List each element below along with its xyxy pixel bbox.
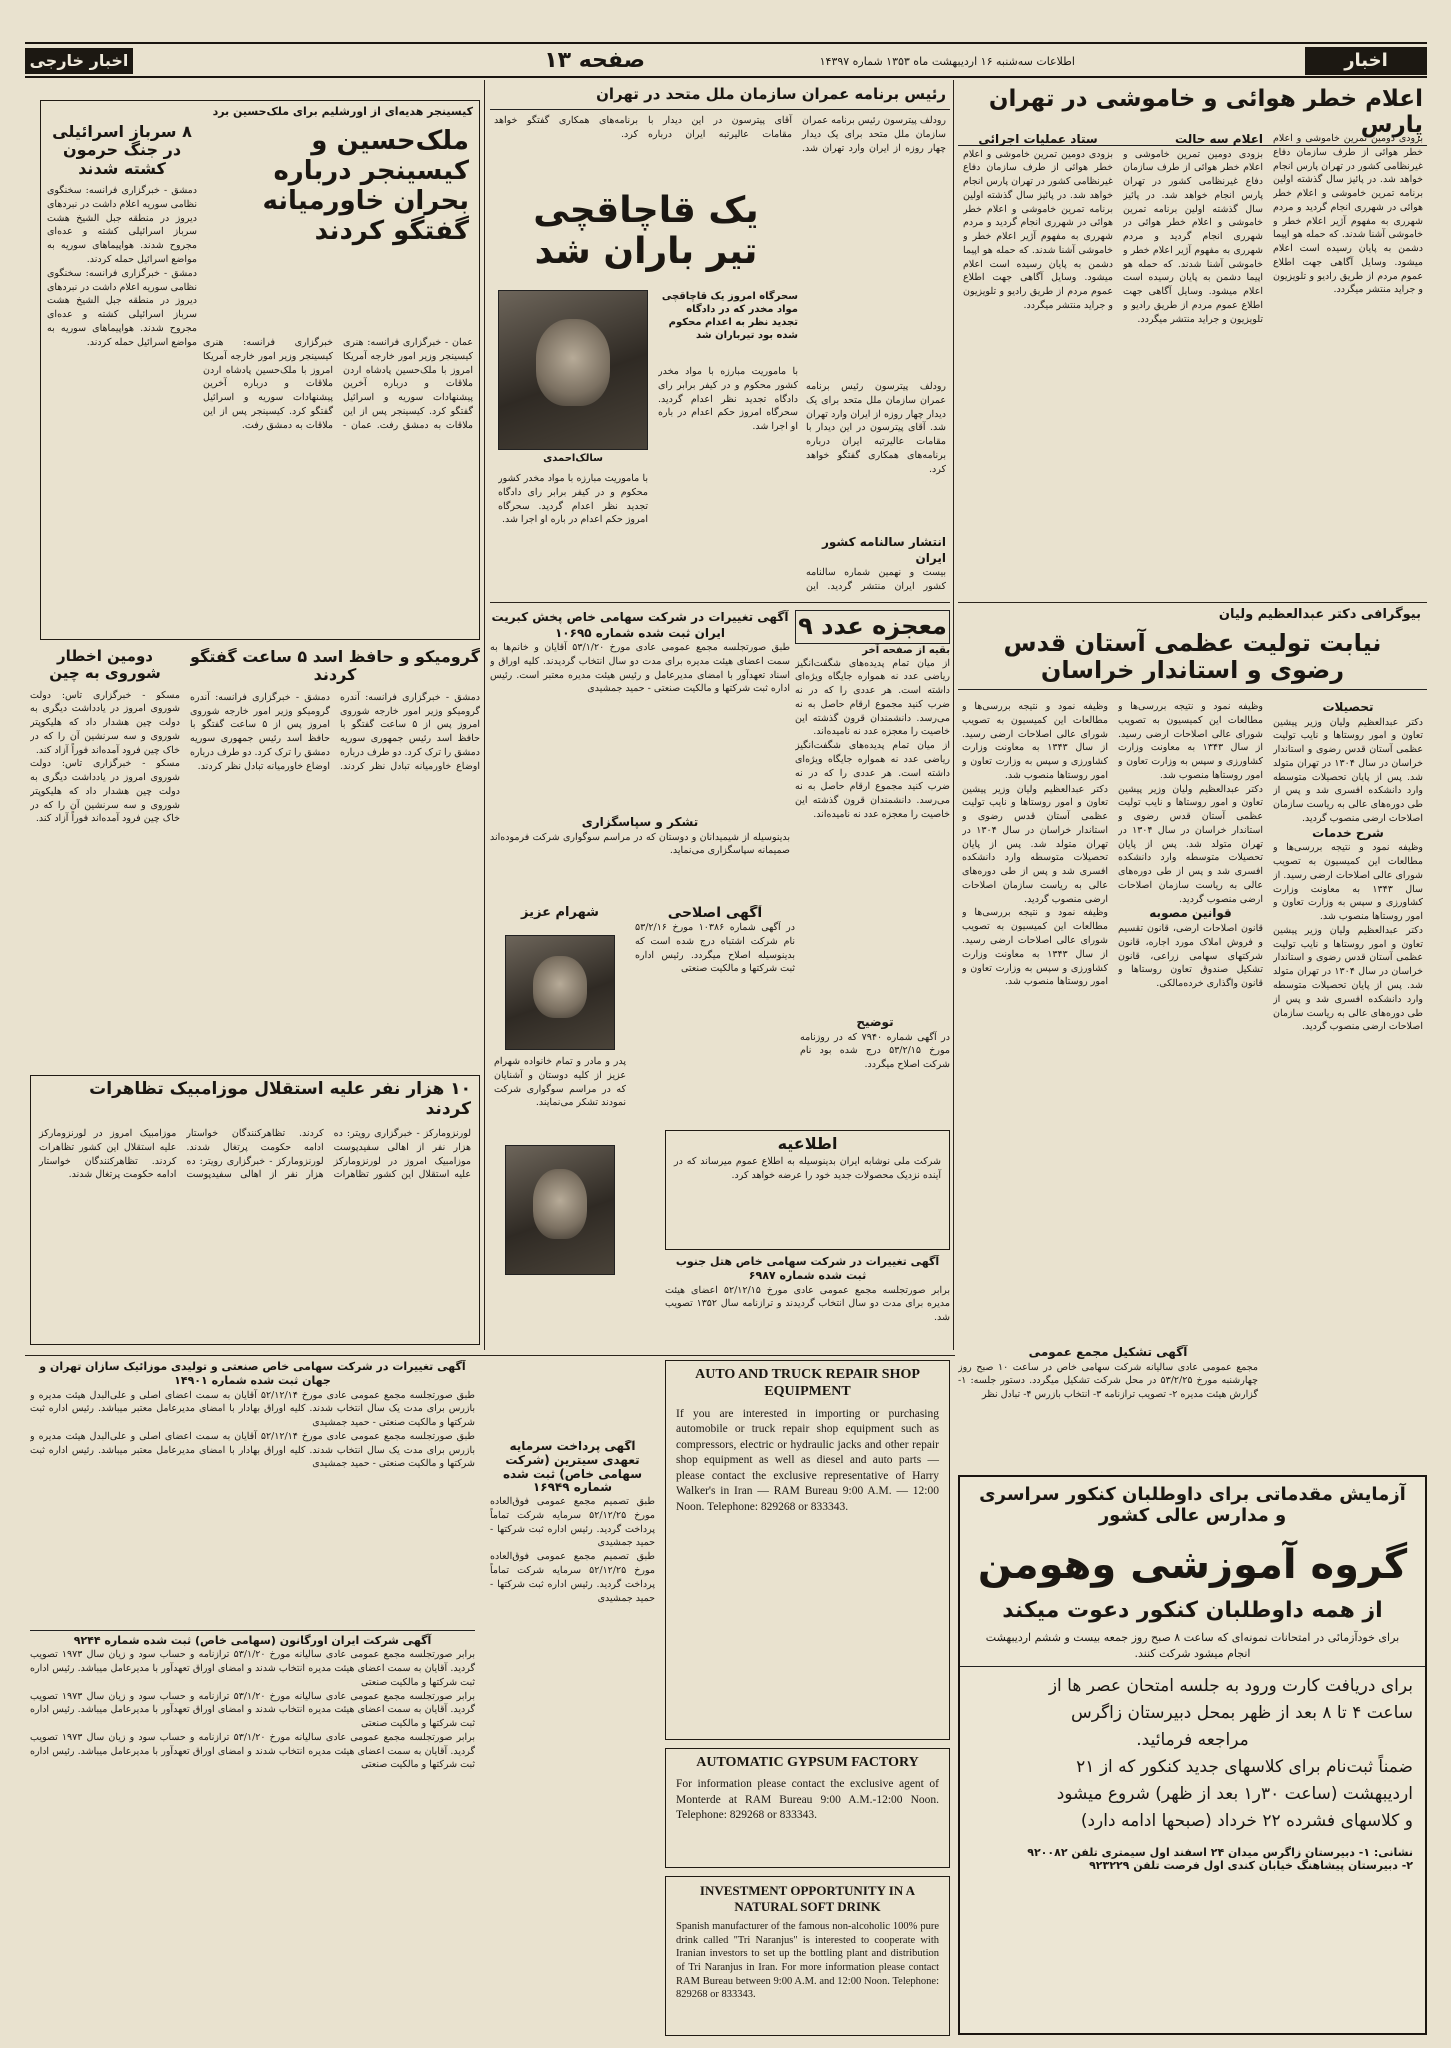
kissinger-kicker: کیسینجر هدیه‌ای از اورشلیم برای ملک‌حسین برد xyxy=(212,105,473,118)
issue-info: اطلاعات سه‌شنبه ۱۶ اردیبهشت ماه ۱۳۵۳ شماره ۱۴۳۹۷ xyxy=(819,55,1075,68)
mozambique-body-text: لورنزومارکز - خبرگزاری رویتر: ده هزار نفر از اهالی سفیدپوست موزامبیک امروز در لورنزومارکز علیه استقلال این کشور تظاهرات کردند. تظاهرکنندگان خواستار ادامه حکومت پرتغال شدند. xyxy=(186,1128,471,1181)
capital-body-2: طبق تصمیم مجمع عمومی فوق‌العاده مورخ ۵۲/۱۲/۲۵ سرمایه شرکت تماماً پرداخت گردید. رئیس اداره ثبت شرکتها - حمید جمشیدی xyxy=(490,1551,655,1604)
un-body-2: رودلف پیترسون رئیس برنامه عمران سازمان ملل متحد برای یک دیدار چهار روزه از ایران وارد تهران شد. آقای پیترسون در این دیدار با مقامات عالیرتبه ایران درباره برنامه‌های همکاری گفتگو خواهد کرد. xyxy=(806,381,946,475)
explain-body: در آگهی شماره ۷۹۴۰ که در روزنامه مورخ ۵۳/۲/۱۵ درج شده بود نام شرکت اصلاح میگردد. xyxy=(800,1031,950,1071)
smuggler-article xyxy=(490,190,802,600)
smuggler-lead: سحرگاه امروز یک قاچاقچی مواد مخدر که در دادگاه تجدید نظر به اعدام محکوم شده بود تیرباران شد xyxy=(661,291,798,341)
miracle-article xyxy=(795,610,950,1010)
kissinger-article xyxy=(40,100,480,640)
masthead xyxy=(25,42,1427,78)
golan-article xyxy=(47,123,197,633)
miracle-subtitle: بقیه از صفحه آخر xyxy=(862,644,950,656)
invest-ad xyxy=(665,1876,950,2036)
biography-article xyxy=(958,605,1427,1350)
soviet-china-article xyxy=(30,648,180,1068)
explain-notice xyxy=(800,1015,950,1125)
exam-ad xyxy=(958,1475,1427,2035)
alert-col3-text: بزودی دومین تمرین خاموشی و اعلام خطر هوائی از طرف سازمان دفاع غیرنظامی کشور در تهران پارس انجام خواهد شد. در پائیز سال گذشته اولین برنامه تمرین خاموشی و اعلام خطر هوائی در شهرری انجام گردید و مردم شهرری به مفهوم آژیر اعلام خطر و خاموشی آشنا شدند. که حمله هو اپیما دشمن به پایان رسیده است اعلام میشود. وسایل آگاهی جهت اطلاع عموم مردم از طریق رادیو و تلویزیون و جراید منتشر میگردد. xyxy=(963,148,1113,312)
mozambique-body xyxy=(31,1123,479,1331)
thanks-body: بدینوسیله از شیمیدانان و دوستان که در مراسم سوگواری شرکت فرموده‌اند صمیمانه سپاسگزاری می‌نماید. xyxy=(490,831,790,857)
factory-body-2: طبق صورتجلسه مجمع عمومی عادی مورخ ۵۲/۱۲/۱۴ آقایان به سمت اعضای اصلی و علی‌البدل هیئت مدیره و بازرس برای مدت یک سال انتخاب شدند. کلیه اوراق بهادار با امضای مدیرعامل معتبر میباشد. رئیس اداره ثبت شرکتها و مالکیت صنعتی - حمید جمشیدی xyxy=(30,1430,475,1470)
kissinger-body xyxy=(203,336,473,636)
thanks-notice xyxy=(490,815,790,895)
thanks-title: تشکر و سپاسگزاری xyxy=(581,815,699,829)
alert-bottom-rule xyxy=(958,602,1427,603)
golan-body: دمشق - خبرگزاری فرانسه: سخنگوی نظامی سوریه اعلام داشت در نبردهای دیروز در منطقه جبل الشیخ هشت سرباز اسرائیلی کشته و عده‌ای مجروح شدند. هواپیماهای سوریه به مواضع اسرائیل حمله کردند. xyxy=(47,185,197,265)
biography-body-c: دکتر عبدالعظیم ولیان وزیر پیشین تعاون و امور روستاها و نایب تولیت عظمی آستان قدس رضوی و استاندار خراسان در سال ۱۳۰۴ در تهران متولد شد. پس از پایان تحصیلات متوسطه وارد دانشکده افسری شد و پس از طی دوره‌های عالی به ریاست سازمان اصلاحات ارضی منصوب گردید. xyxy=(1273,924,1423,1033)
biography-subhead-2: شرح خدمات xyxy=(1312,825,1384,840)
urgan-body-3: برابر صورتجلسه مجمع عمومی عادی سالیانه مورخ ۵۳/۱/۲۰ ترازنامه و حساب سود و زیان سال ۱۹۷۳ تصویب گردید. آقایان به سمت اعضای هیئت مدیره انتخاب شدند و امضای اوراق تعهدآور با مدیرعامل میباشد. رئیس اداره ثبت شرکتها و مالکیت صنعتی xyxy=(30,1731,475,1771)
alert-subhead-1: اعلام سه حالت xyxy=(1174,132,1263,146)
exam-address-1: نشانی: ۱- دبیرستان زاگرس میدان ۲۴ اسفند اول سیمتری تلفن ۹۲۰۰۸۲ xyxy=(1027,1845,1413,1859)
mozambique-headline: ۱۰ هزار نفر علیه استقلال موزامبیک تظاهرات کردند xyxy=(89,1079,471,1119)
exam-line-3: مراجعه فرمائید. xyxy=(1136,1729,1249,1750)
urgan-title: آگهی شرکت ایران اورگانون (سهامی خاص) ثبت شده شماره ۹۲۴۴ xyxy=(73,1634,432,1647)
assembly-notice xyxy=(958,1345,1258,1465)
alert-subhead-2: ستاد عملیات اجرائی xyxy=(978,132,1098,146)
correction-body: در آگهی شماره ۱۰۳۸۶ مورخ ۵۳/۲/۱۶ نام شرکت اشتباه درج شده است که بدینوسیله اصلاح میگردد. رئیس اداره ثبت شرکتها و مالکیت صنعتی xyxy=(635,922,795,975)
gromyko-body-text-2: دمشق - خبرگزاری فرانسه: آندره گرومیکو وزیر امور خارجه شوروی امروز پس از ۵ ساعت گفتگو با حافظ اسد رئیس جمهوری سوریه دمشق را ترک کرد. دو طرف درباره اوضاع خاورمیانه تبادل نظر کردند. xyxy=(190,691,330,772)
capital-notice xyxy=(490,1440,655,2035)
miracle-body: از میان تمام پدیده‌های شگفت‌انگیز ریاضی عدد نه همواره جایگاه ویژه‌ای داشته است. هر عددی را که در نه ضرب کنید مجموع ارقام حاصل به نه می‌رسد. دانشمندان قرون گذشته این خاصیت را معجزه عدد نه نامیده‌اند. xyxy=(795,657,950,738)
exam-line-5: اردیبهشت (ساعت ۳۰ر۱ بعد از ظهر) شروع میشود xyxy=(1056,1784,1413,1805)
exam-invite: از همه داوطلبان کنکور دعوت میکند xyxy=(1002,1598,1383,1624)
tehran-change-body: برابر صورتجلسه مجمع عمومی عادی مورخ ۵۲/۱۲/۱۵ اعضای هیئت مدیره برای مدت دو سال انتخاب گردیدند و ترازنامه سال ۱۳۵۲ تصویب شد. xyxy=(665,1284,950,1324)
exam-kicker: آزمایش مقدماتی برای داوطلبان کنکور سراسری و مدارس عالی کشور xyxy=(979,1484,1406,1526)
column-rule-b xyxy=(953,80,954,1350)
smuggler-headline-1: یک قاچاقچی xyxy=(533,190,759,231)
exam-line-1: برای دریافت کارت ورود به جلسه امتحان عصر ها از xyxy=(1048,1675,1413,1696)
biography-col2 xyxy=(1118,700,1263,1345)
smuggler-caption: سالک‌احمدی xyxy=(543,453,603,464)
golan-headline: ۸ سرباز اسرائیلی در جنگ حرمون کشته شدند xyxy=(52,123,192,178)
un-body: رودلف پیترسون رئیس برنامه عمران سازمان ملل متحد برای یک دیدار چهار روزه از ایران وارد تهران شد. آقای پیترسون در این دیدار با مقامات عالیرتبه ایران درباره برنامه‌های همکاری گفتگو خواهد کرد. xyxy=(494,115,946,154)
biography-body-3: وظیفه نمود و نتیجه بررسی‌ها و مطالعات این کمیسیون به تصویب شورای عالی اصلاحات ارضی رسید. از سال ۱۳۴۳ به معاونت وزارت کشاورزی و سپس به وزارت تعاون و امور روستاها منصوب شد. xyxy=(962,701,1108,781)
un-sub-block xyxy=(806,535,946,595)
assembly-title: آگهی تشکیل مجمع عمومی xyxy=(1028,1345,1188,1359)
un-subhead: انتشار سالنامه کشور ایران xyxy=(821,535,946,565)
assembly-body: مجمع عمومی عادی سالیانه شرکت سهامی خاص در ساعت ۱۰ صبح روز چهارشنبه مورخ ۵۳/۲/۲۵ در محل شرکت تشکیل میگردد. دستور جلسه: ۱- گزارش هیئت مدیره ۲- تصویب ترازنامه ۳- انتخاب بازرس ۴- تبادل نظر xyxy=(958,1361,1258,1401)
exam-brand: گروه آموزشی وهومن xyxy=(977,1542,1408,1589)
alert-article xyxy=(958,80,1427,600)
capital-body: طبق تصمیم مجمع عمومی فوق‌العاده مورخ ۵۲/۱۲/۲۵ سرمایه شرکت تماماً پرداخت گردید. رئیس اداره ثبت شرکتها - حمید جمشیدی xyxy=(490,1496,655,1549)
memorial-block xyxy=(490,905,630,1325)
gypsum-ad xyxy=(665,1748,950,1868)
gromyko-article xyxy=(190,648,480,1068)
un-headline: رئیس برنامه عمران سازمان ملل متحد در تهران xyxy=(490,80,950,110)
factory-title: آگهی تغییرات در شرکت سهامی خاص صنعتی و تولیدی موزائیک سازان تهران و جهان ثبت شده شماره ۱۴۹۰۱ xyxy=(39,1360,466,1388)
biography-body-2: وظیفه نمود و نتیجه بررسی‌ها و مطالعات این کمیسیون به تصویب شورای عالی اصلاحات ارضی رسید. از سال ۱۳۴۳ به معاونت وزارت کشاورزی و سپس به وزارت تعاون و امور روستاها منصوب شد. xyxy=(1118,701,1263,781)
urgan-body: برابر صورتجلسه مجمع عمومی عادی سالیانه مورخ ۵۳/۱/۲۰ ترازنامه و حساب سود و زیان سال ۱۹۷۳ تصویب گردید. آقایان به سمت اعضای هیئت مدیره انتخاب شدند و امضای اوراق تعهدآور با مدیرعامل میباشد. رئیس اداره ثبت شرکتها و مالکیت صنعتی xyxy=(30,1649,475,1688)
smuggler-headline-2: تیر باران شد xyxy=(534,231,758,273)
invest-ad-body: Spanish manufacturer of the famous non-alcoholic 100% pure drink called "Tri Naranjus" is interested to cooperate with Iranian investors to set up the bottling plant and distribution of Tri Naranjus in Iran. For more information please contact RAM Bureau between 9:00 A.M. and 12:00 Noon. Telephone: 829268 or 833343. xyxy=(676,1921,939,2001)
miracle-body-2: از میان تمام پدیده‌های شگفت‌انگیز ریاضی عدد نه همواره جایگاه ویژه‌ای داشته است. هر عددی را که در نه ضرب کنید مجموع ارقام حاصل به نه می‌رسد. دانشمندان قرون گذشته این خاصیت را معجزه عدد نه نامیده‌اند. xyxy=(795,740,950,821)
exam-note: برای خودآزمائی در امتحانات نمونه‌ای که ساعت ۸ صبح روز جمعه بیست و ششم اردیبهشت انجام میشود شرکت کنند. xyxy=(960,1626,1425,1667)
golan-body-2: دمشق - خبرگزاری فرانسه: سخنگوی نظامی سوریه اعلام داشت در نبردهای دیروز در منطقه جبل الشیخ هشت سرباز اسرائیلی کشته و عده‌ای مجروح شدند. هواپیماهای سوریه به مواضع اسرائیل حمله کردند. xyxy=(47,267,197,348)
gromyko-headline: گرومیکو و حافظ اسد ۵ ساعت گفتگو کردند xyxy=(190,648,480,685)
memorial-photo-2 xyxy=(505,1145,615,1275)
memorial-name: شهرام عزیز xyxy=(521,905,599,920)
mozambique-body-text-2: لورنزومارکز - خبرگزاری رویتر: ده هزار نفر از اهالی سفیدپوست موزامبیک امروز در لورنزومارکز علیه استقلال این کشور تظاهرات کردند. تظاهرکنندگان خواستار ادامه حکومت پرتغال شدند. xyxy=(39,1128,324,1181)
factory-notice xyxy=(30,1360,475,1625)
smuggler-photo xyxy=(498,290,648,450)
tehran-change-notice xyxy=(665,1255,950,1350)
soviet-china-body-2: مسکو - خبرگزاری تاس: دولت شوروی امروز در یادداشت دیگری به دولت چین هشدار داد که هلیکوپتر شوروی و سه سرنشین آن را که در خاک چین فرود آمده‌اند فوراً آزاد کند. xyxy=(30,758,180,825)
biography-col1 xyxy=(1273,700,1423,1345)
urgan-body-2: برابر صورتجلسه مجمع عمومی عادی سالیانه مورخ ۵۳/۱/۲۰ ترازنامه و حساب سود و زیان سال ۱۹۷۳ تصویب گردید. آقایان به سمت اعضای هیئت مدیره انتخاب شدند و امضای اوراق تعهدآور با مدیرعامل میباشد. رئیس اداره ثبت شرکتها و مالکیت صنعتی xyxy=(30,1690,475,1730)
correction-title: آگهی اصلاحی xyxy=(667,905,763,921)
explain-title: توضیح xyxy=(856,1015,894,1029)
laws-body: قانون اصلاحات ارضی، قانون تقسیم و فروش املاک مورد اجاره، قانون شرکتهای سهامی زراعی، قانون تشکیل صندوق تعاون روستاها و قانون واگذاری خرده‌مالکی. xyxy=(1118,923,1263,990)
correction-notice xyxy=(635,905,795,1125)
smuggler-body: با ماموریت مبارزه با مواد مخدر کشور محکوم و در کیفر برابر رای دادگاه تجدید نظر اعدام گردید. سحرگاه امروز حکم اعدام در باره او اجرا شد. xyxy=(658,366,798,433)
biography-body-b: وظیفه نمود و نتیجه بررسی‌ها و مطالعات این کمیسیون به تصویب شورای عالی اصلاحات ارضی رسید. از سال ۱۳۴۳ به معاونت وزارت کشاورزی و سپس به وزارت تعاون و امور روستاها منصوب شد. xyxy=(1273,842,1423,923)
gromyko-body-text: دمشق - خبرگزاری فرانسه: آندره گرومیکو وزیر امور خارجه شوروی امروز پس از ۵ ساعت گفتگو با حافظ اسد رئیس جمهوری سوریه دمشق را ترک کرد. دو طرف درباره اوضاع خاورمیانه تبادل نظر کردند. xyxy=(340,691,480,772)
alert-col2 xyxy=(1123,132,1263,592)
center-rule-1 xyxy=(490,602,950,603)
gypsum-ad-body: For information please contact the exclusive agent of Monterde at RAM Bureau 9:00 A.M.-12:00 Noon. Telephone: 829268 or 833343. xyxy=(676,1778,939,1822)
un-sub-body: بیست و نهمین شماره سالنامه کشور ایران منتشر گردید. این xyxy=(806,567,946,592)
biography-body-2b: دکتر عبدالعظیم ولیان وزیر پیشین تعاون و امور روستاها و نایب تولیت عظمی آستان قدس رضوی و استاندار خراسان در سال ۱۳۰۴ در تهران متولد شد. پس از پایان تحصیلات متوسطه وارد دانشکده افسری شد و پس از طی دوره‌های عالی به ریاست سازمان اصلاحات ارضی منصوب گردید. xyxy=(1118,783,1263,905)
capital-title: آگهی پرداخت سرمایه تعهدی سیترین (شرکت سهامی خاص) ثبت شده شماره ۱۶۹۴۹ xyxy=(502,1440,643,1495)
auto-ad-body: If you are interested in importing or purchasing automobile or truck repair shop equipment such as compressors, electric or hydraulic jacks and other repair shop equipment as well as diesel and auto parts — please contact the exclusive representative of Harry Walker's in Iran — RAM Bureau 9:00 A.M. — 12:00 Noon. Telephone: 829268 or 833343. xyxy=(676,1407,939,1513)
auto-ad-title: AUTO AND TRUCK REPAIR SHOP EQUIPMENT xyxy=(695,1367,920,1399)
exam-line-4: ضمناً ثبت‌نام برای کلاسهای جدید کنکور که از ۲۱ xyxy=(1076,1757,1413,1778)
miracle-headline: معجزه عدد ۹ xyxy=(795,610,950,644)
biography-body: دکتر عبدالعظیم ولیان وزیر پیشین تعاون و امور روستاها و نایب تولیت عظمی آستان قدس رضوی و استاندار خراسان در سال ۱۳۰۴ در تهران متولد شد. پس از پایان تحصیلات متوسطه وارد دانشکده افسری شد و پس از طی دوره‌های عالی به ریاست سازمان اصلاحات ارضی منصوب گردید. xyxy=(1273,716,1423,824)
laws-title: قوانین مصوبه xyxy=(1149,906,1232,921)
alert-headline: اعلام خطر هوائی و خاموشی در تهران پارس xyxy=(958,80,1427,146)
page-number: صفحه ۱۳ xyxy=(544,48,645,73)
company-change-title: آگهی تغییرات در شرکت سهامی خاص پخش کبریت ایران ثبت شده شماره ۱۰۶۹۵ xyxy=(491,610,789,640)
factory-body: طبق صورتجلسه مجمع عمومی عادی مورخ ۵۲/۱۲/۱۴ آقایان به سمت اعضای اصلی و علی‌البدل هیئت مدیره و بازرس برای مدت یک سال انتخاب شدند. کلیه اوراق بهادار با امضای مدیرعامل معتبر میباشد. رئیس اداره ثبت شرکتها و مالکیت صنعتی - حمید جمشیدی xyxy=(30,1389,475,1429)
announce-body: شرکت ملی نوشابه ایران بدینوسیله به اطلاع عموم میرساند که در آینده نزدیک محصولات جدید خود را عرضه خواهد کرد. xyxy=(674,1156,941,1182)
company-change-notice xyxy=(490,610,790,810)
kissinger-body-text-2: عمان - خبرگزاری فرانسه: هنری کیسینجر وزیر امور خارجه آمریکا امروز با ملک‌حسین پادشاه اردن ملاقات و درباره آخرین پیشنهادات سوریه و اسرائیل گفتگو کرد. کیسینجر پس از این ملاقات به دمشق رفت. xyxy=(203,337,372,431)
biography-kicker: بیوگرافی دکتر عبدالعظیم ولیان xyxy=(1218,607,1421,622)
right-section-label: اخبار xyxy=(1305,47,1427,75)
biography-subhead-1: تحصیلات xyxy=(1322,700,1374,714)
announce-notice xyxy=(665,1130,950,1250)
biography-body-3b: دکتر عبدالعظیم ولیان وزیر پیشین تعاون و امور روستاها و نایب تولیت عظمی آستان قدس رضوی و استاندار خراسان در سال ۱۳۰۴ در تهران متولد شد. پس از پایان تحصیلات متوسطه وارد دانشکده افسری شد و پس از طی دوره‌های عالی به ریاست سازمان اصلاحات ارضی منصوب گردید. xyxy=(962,783,1108,905)
gromyko-body xyxy=(190,691,480,1051)
biography-body-3c: وظیفه نمود و نتیجه بررسی‌ها و مطالعات این کمیسیون به تصویب شورای عالی اصلاحات ارضی رسید. از سال ۱۳۴۳ به معاونت وزارت کشاورزی و سپس به وزارت تعاون و امور روستاها منصوب شد. xyxy=(962,907,1108,988)
kissinger-body-text: عمان - خبرگزاری فرانسه: هنری کیسینجر وزیر امور خارجه آمریکا امروز با ملک‌حسین پادشاه اردن ملاقات و درباره آخرین پیشنهادات سوریه و اسرائیل گفتگو کرد. کیسینجر پس از این ملاقات به دمشق رفت. xyxy=(343,337,473,431)
biography-col3 xyxy=(962,700,1108,1345)
auto-ad xyxy=(665,1360,950,1740)
mozambique-article xyxy=(30,1075,480,1345)
soviet-china-body: مسکو - خبرگزاری تاس: دولت شوروی امروز در یادداشت دیگری به دولت چین هشدار داد که هلیکوپتر شوروی و سه سرنشین آن را که در خاک چین فرود آمده‌اند فوراً آزاد کند. xyxy=(30,689,180,756)
bottom-rule xyxy=(25,1355,955,1356)
soviet-china-headline: دومین اخطار شوروی به چین xyxy=(49,648,161,683)
alert-col3 xyxy=(963,132,1113,592)
exam-address-2: ۲- دبیرستان پیشاهنگ خیابان کندی اول فرصت تلفن ۹۲۳۲۲۹ xyxy=(1089,1858,1413,1872)
tehran-change-title: آگهی تغییرات در شرکت سهامی خاص هتل جنوب ثبت شده شماره ۶۹۸۷ xyxy=(675,1255,940,1283)
column-rule-a xyxy=(484,80,485,1350)
alert-body-col1 xyxy=(1273,132,1423,592)
announce-title: اطلاعیه xyxy=(777,1134,838,1153)
biography-headline: نیابت تولیت عظمی آستان قدس رضوی و استاندار خراسان xyxy=(958,626,1427,690)
memorial-photo-1 xyxy=(505,935,615,1050)
memorial-body: پدر و مادر و تمام خانواده شهرام عزیز از کلیه دوستان و آشنایان که در مراسم سوگواری شرکت نمودند تشکر می‌نمایند. xyxy=(494,1056,626,1109)
urgan-notice xyxy=(30,1630,475,2030)
exam-line-2: ساعت ۴ تا ۸ بعد از ظهر بمحل دبیرستان زاگرس xyxy=(1070,1702,1413,1723)
gypsum-ad-title: AUTOMATIC GYPSUM FACTORY xyxy=(696,1755,919,1770)
company-change-body: طبق صورتجلسه مجمع عمومی عادی مورخ ۵۳/۱/۲۰ آقایان و خانم‌ها به سمت اعضای هیئت مدیره برای مدت دو سال انتخاب گردیدند. کلیه اوراق و اسناد تعهدآور با امضای مدیرعامل و رئیس هیئت مدیره معتبر است. رئیس اداره ثبت شرکتها و مالکیت صنعتی - حمید جمشیدی xyxy=(490,642,790,695)
smuggler-body-2: با ماموریت مبارزه با مواد مخدر کشور محکوم و در کیفر برابر رای دادگاه تجدید نظر اعدام گردید. سحرگاه امروز حکم اعدام در باره او اجرا شد. xyxy=(498,473,648,526)
left-section-label: اخبار خارجی xyxy=(25,48,133,74)
alert-col2-text: بزودی دومین تمرین خاموشی و اعلام خطر هوائی از طرف سازمان دفاع غیرنظامی کشور در تهران پارس انجام خواهد شد. در پائیز سال گذشته اولین برنامه تمرین خاموشی و اعلام خطر هوائی در شهرری انجام گردید و مردم شهرری به مفهوم آژیر اعلام خطر و خاموشی آشنا شدند. که حمله هو اپیما دشمن به پایان رسیده است اعلام میشود. وسایل آگاهی جهت اطلاع عموم مردم از طریق رادیو و تلویزیون و جراید منتشر میگردد. xyxy=(1123,148,1263,325)
kissinger-headline: ملک‌حسین و کیسینجر درباره بحران خاورمیانه گفتگو کردند xyxy=(262,126,469,246)
invest-ad-title: INVESTMENT OPPORTUNITY IN A NATURAL SOFT DRINK xyxy=(699,1883,916,1914)
exam-line-6: و کلاسهای فشرده ۲۲ خرداد (صبحها ادامه دارد) xyxy=(1080,1811,1413,1832)
alert-body-text: بزودی دومین تمرین خاموشی و اعلام خطر هوائی از طرف سازمان دفاع غیرنظامی کشور در تهران پارس انجام خواهد شد. در پائیز سال گذشته اولین برنامه تمرین خاموشی و اعلام خطر هوائی در شهرری انجام گردید و مردم شهرری به مفهوم آژیر اعلام خطر و خاموشی آشنا شدند. که حمله هو اپیما دشمن به پایان رسیده است اعلام میشود. وسایل آگاهی جهت اطلاع عموم مردم از طریق رادیو و تلویزیون و جراید منتشر میگردد. xyxy=(1273,133,1423,296)
